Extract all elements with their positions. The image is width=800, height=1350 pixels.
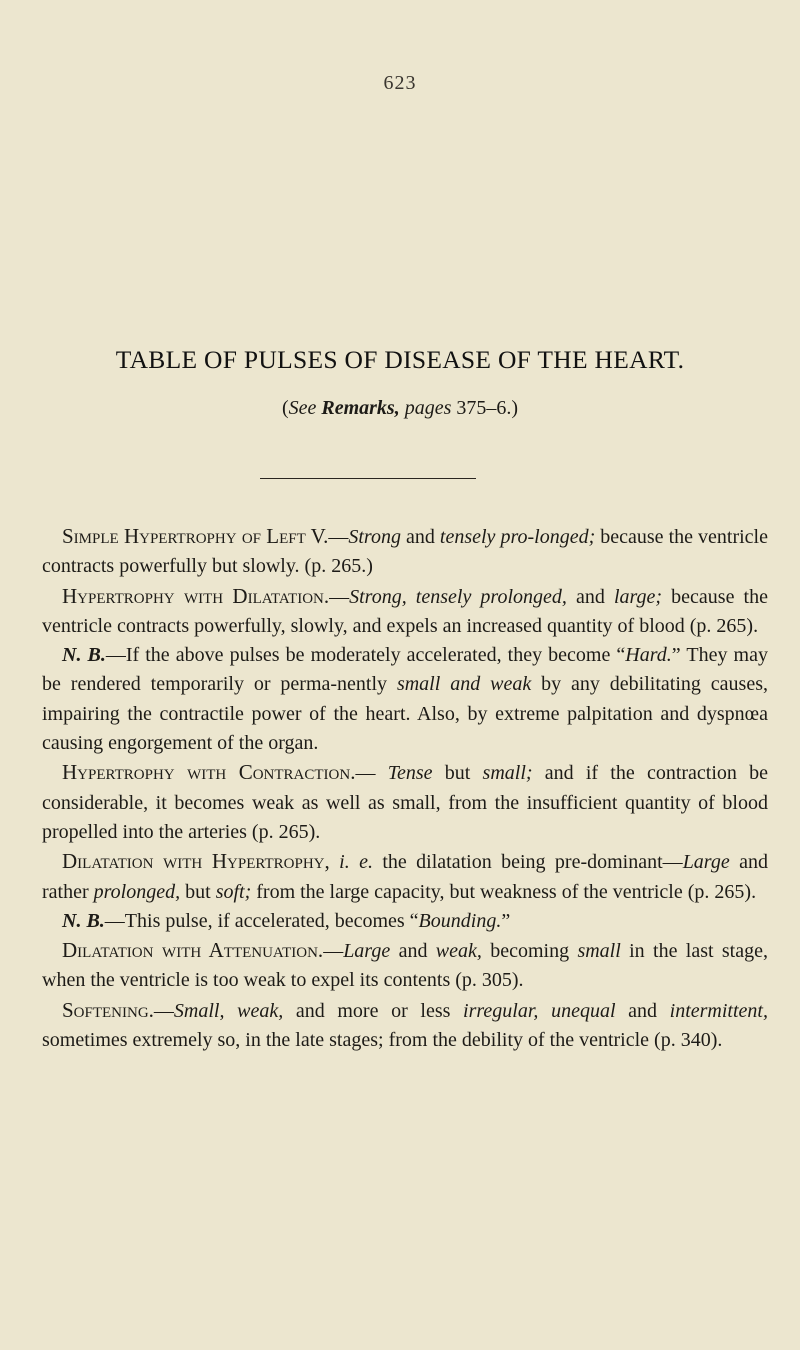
entry-text: ” bbox=[501, 909, 511, 932]
entry-text: and if the contraction be considerable, it becomes weak as well as small, from the insufficient quantity of blood propelled into the arteries (p. 265). bbox=[42, 762, 769, 843]
entry-prolonged: prolonged, bbox=[93, 880, 181, 903]
page-subtitle bbox=[0, 397, 800, 420]
entry-large: large; bbox=[613, 585, 663, 608]
entry-and: and bbox=[390, 940, 436, 963]
entry-term: Simple Hypertrophy of Left V. bbox=[62, 524, 329, 548]
entry-dash: — bbox=[329, 585, 350, 608]
entry-hypertrophy-dilatation bbox=[42, 582, 768, 642]
subtitle-remarks: Remarks, bbox=[321, 397, 400, 419]
page-title: TABLE OF PULSES OF DISEASE OF THE HEART. bbox=[115, 345, 685, 374]
entry-term: Dilatation with Hypertrophy, bbox=[62, 849, 330, 874]
entry-and: and bbox=[400, 526, 440, 548]
entry-softening bbox=[42, 996, 768, 1056]
entry-text: and bbox=[615, 999, 670, 1022]
entry-intermittent: intermittent, bbox=[669, 999, 768, 1022]
entry-term: Hypertrophy with Dilatation. bbox=[62, 583, 330, 608]
entry-text: —This pulse, if accelerated, becomes “ bbox=[104, 909, 419, 932]
entry-dash: — bbox=[328, 526, 349, 548]
entry-nb-hard bbox=[42, 641, 768, 758]
entry-text: in the last stage, when the ventricle is too weak to expel its contents (p. 305). bbox=[42, 940, 768, 992]
entry-text: because the ventricle contracts powerfully but slowly. (p. 265.) bbox=[42, 526, 768, 578]
entry-text: the dilatation being pre-dominant— bbox=[372, 851, 683, 874]
entry-soft: soft; bbox=[215, 880, 252, 903]
entry-nb-bounding bbox=[42, 907, 768, 936]
entry-bounding: Bounding. bbox=[418, 909, 502, 932]
entry-small: small bbox=[577, 940, 621, 963]
entry-text: but bbox=[180, 880, 216, 903]
entry-tensely: tensely pro-longed; bbox=[439, 526, 596, 548]
subtitle-open: ( bbox=[281, 397, 289, 419]
page-number: 623 bbox=[383, 72, 417, 94]
entry-dash: — bbox=[153, 999, 174, 1022]
entry-simple-hypertrophy bbox=[42, 522, 768, 582]
entry-but: but bbox=[432, 762, 483, 785]
entry-text: by any debilitating causes, impairing the contractile power of the heart. Also, by extreme palpitation and dyspnœa causing engorgement of the organ. bbox=[42, 673, 768, 755]
entry-text: and more or less bbox=[283, 999, 464, 1022]
entry-small-weak: Small, weak, bbox=[173, 999, 284, 1022]
entry-text: from the large capacity, but weakness of the ventricle (p. 265). bbox=[251, 880, 757, 903]
nb-label: N. B. bbox=[62, 909, 105, 932]
subtitle-see: See bbox=[288, 397, 317, 419]
entry-dilatation-attenuation bbox=[42, 936, 768, 996]
entry-dash: — bbox=[323, 940, 344, 963]
entry-ie: i. e. bbox=[339, 851, 373, 874]
entry-text: —If the above pulses be moderately accelerated, they become “ bbox=[105, 644, 626, 667]
entry-large: Large bbox=[682, 851, 730, 874]
entry-dilatation-hypertrophy bbox=[42, 847, 768, 907]
subtitle-pages: pages bbox=[404, 397, 452, 419]
entry-text: and rather bbox=[42, 851, 769, 903]
entry-hypertrophy-contraction bbox=[42, 758, 768, 847]
entry-irregular: irregular, unequal bbox=[463, 999, 616, 1022]
entry-text: ” They may be rendered temporarily or perma-nently bbox=[42, 644, 768, 696]
divider-rule bbox=[260, 478, 476, 479]
entry-and: and bbox=[566, 585, 614, 608]
entry-tense: Tense bbox=[387, 762, 433, 785]
entry-small: small; bbox=[482, 762, 533, 785]
entry-text: because the ventricle contracts powerfully, slowly, and expels an increased quantity of blood (p. 265). bbox=[42, 585, 768, 637]
entry-strong: Strong, tensely prolonged, bbox=[349, 585, 567, 608]
entry-text: becoming bbox=[481, 940, 578, 963]
entry-dash: — bbox=[355, 762, 388, 785]
entry-small-weak: small and weak bbox=[396, 673, 532, 696]
entry-strong: Strong bbox=[348, 526, 401, 548]
entry-term: Hypertrophy with Contraction. bbox=[62, 760, 356, 785]
entry-term: Softening. bbox=[62, 997, 154, 1022]
entry-large: Large bbox=[343, 940, 391, 963]
subtitle-range: 375–6.) bbox=[456, 397, 519, 419]
pulse-entries bbox=[42, 522, 768, 1055]
nb-label: N. B. bbox=[62, 644, 106, 667]
entry-weak: weak, bbox=[435, 940, 482, 963]
entry-term: Dilatation with Attenuation. bbox=[62, 938, 324, 963]
entry-text: sometimes extremely so, in the late stages; from the debility of the ventricle (p. 340). bbox=[42, 1029, 723, 1052]
entry-hard: Hard. bbox=[625, 644, 672, 667]
